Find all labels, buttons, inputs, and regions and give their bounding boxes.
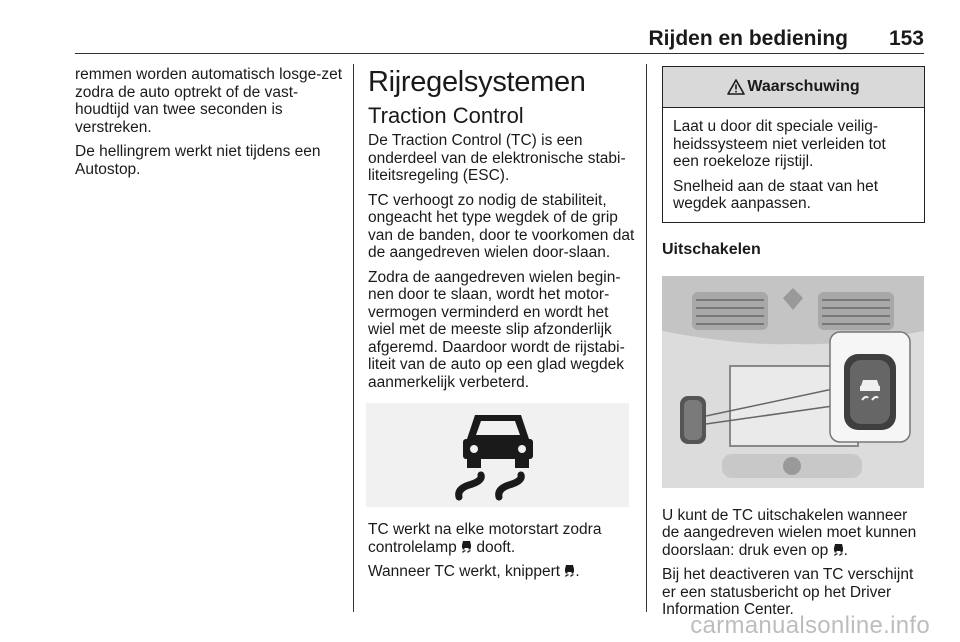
column-divider-left <box>353 64 354 612</box>
paragraph: Wanneer TC werkt, knippert . <box>368 563 580 580</box>
warning-title: Waarschuwing <box>747 78 860 96</box>
dashboard-photo <box>662 276 924 488</box>
paragraph: TC werkt na elke motorstart zodra controlelamp dooft. <box>368 521 602 556</box>
section-heading: Rijregelsystemen <box>368 66 586 98</box>
subsection-heading: Traction Control <box>368 103 524 128</box>
watermark: carmanualsonline.info <box>690 612 930 639</box>
paragraph: De Traction Control (TC) is een onderdeel van de elektronische stabi-liteitsregeling (ESC). <box>368 132 626 184</box>
paragraph: U kunt de TC uitschakelen wanneer de aangedreven wielen moet kunnen doorslaan: druk even op . <box>662 506 917 559</box>
page-number: 153 <box>888 27 924 50</box>
paragraph: TC verhoogt zo nodig de stabiliteit, ongeacht het type wegdek of de grip van de banden, door te voorkomen dat de aangedreven wielen door-slaan. <box>368 191 635 261</box>
paragraph: remmen worden automatisch losge-zet zodra de auto optrekt of de vast-houdtijd van twee seconden is verstreken. <box>75 66 343 136</box>
paragraph: De hellingrem werkt niet tijdens een Autostop. <box>75 143 321 178</box>
header-title: Rijden en bediening <box>648 27 848 50</box>
traction-control-icon <box>453 409 543 501</box>
column-3 <box>662 66 925 626</box>
column-1 <box>75 66 343 185</box>
traction-control-icon <box>833 543 844 556</box>
traction-control-illustration <box>366 403 629 507</box>
warning-text: Snelheid aan de staat van het wegdek aanpassen. <box>673 177 879 212</box>
warning-text: Laat u door dit speciale veilig-heidssysteem niet verleiden tot een roekeloze rijstijl. <box>673 118 886 170</box>
header-rule <box>75 53 924 54</box>
subsection-heading: Uitschakelen <box>662 240 761 258</box>
traction-control-icon <box>461 540 472 553</box>
column-divider-right <box>646 64 647 612</box>
traction-control-icon <box>564 564 575 577</box>
paragraph: Zodra de aangedreven wielen begin-nen door te slaan, wordt het motor-vermogen verminderd en wordt het wiel met de meeste slip afzonderlijk afgeremd. Daardoor wordt de rijstabi-liteit van de auto op een glad wegdek aanmerkelijk verbeterd. <box>368 268 625 391</box>
paragraph: Bij het deactiveren van TC verschijnt er een statusbericht op het Driver Information Center. <box>662 566 914 618</box>
warning-box <box>662 66 925 223</box>
warning-header <box>663 67 924 108</box>
warning-triangle-icon <box>727 79 745 95</box>
column-2 <box>368 66 636 588</box>
